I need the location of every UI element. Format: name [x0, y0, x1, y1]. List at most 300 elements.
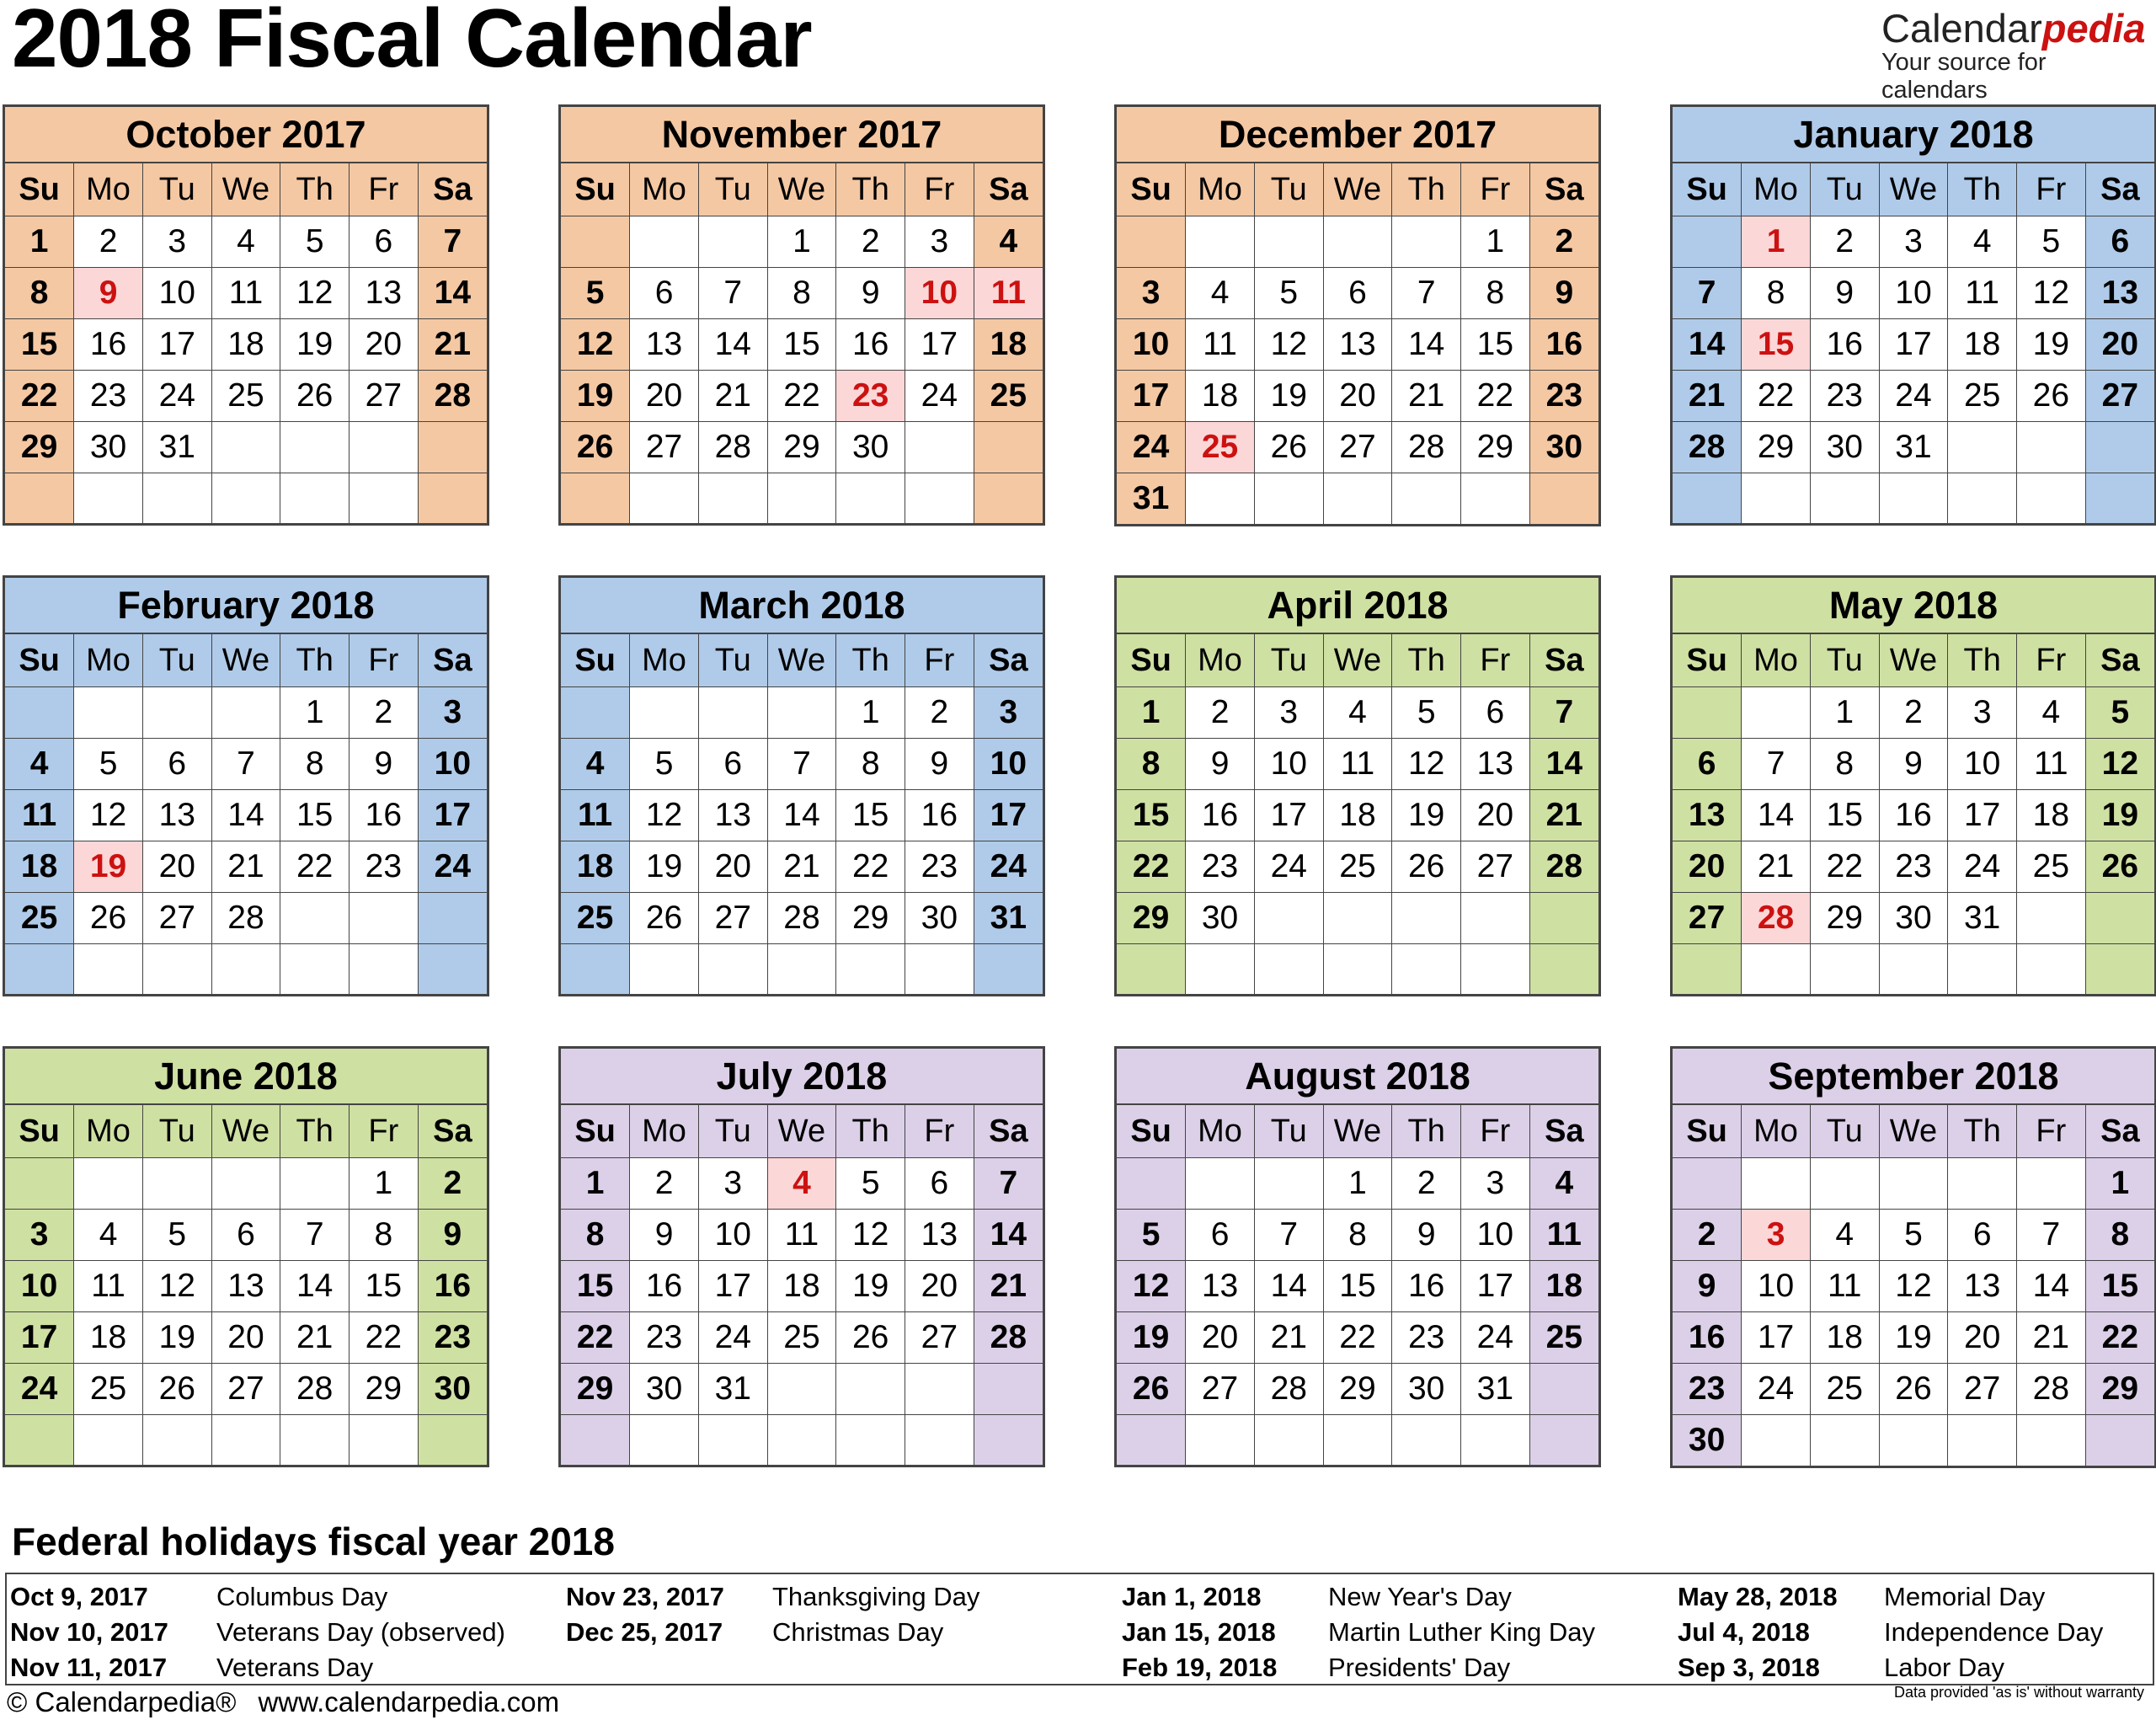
day-cell[interactable]: 8 — [280, 738, 350, 789]
day-cell[interactable]: 12 — [1392, 738, 1461, 789]
day-cell[interactable]: 8 — [561, 1209, 630, 1260]
day-cell[interactable]: 5 — [630, 738, 699, 789]
day-cell[interactable]: 10 — [905, 267, 974, 318]
day-cell[interactable]: 6 — [630, 267, 699, 318]
day-cell[interactable]: 13 — [1948, 1260, 2017, 1311]
day-cell[interactable]: 5 — [74, 738, 143, 789]
day-cell[interactable]: 16 — [1810, 318, 1879, 370]
day-cell[interactable]: 19 — [2085, 789, 2154, 841]
day-cell[interactable]: 20 — [905, 1260, 974, 1311]
day-cell[interactable]: 25 — [974, 370, 1043, 421]
day-cell[interactable]: 31 — [1461, 1363, 1530, 1414]
day-cell[interactable]: 3 — [905, 216, 974, 267]
day-cell[interactable]: 7 — [280, 1209, 350, 1260]
day-cell[interactable]: 5 — [280, 216, 350, 267]
day-cell[interactable]: 27 — [211, 1363, 280, 1414]
day-cell[interactable]: 7 — [1392, 267, 1461, 318]
day-cell[interactable]: 8 — [5, 267, 74, 318]
day-cell[interactable]: 6 — [1461, 686, 1530, 738]
day-cell[interactable]: 5 — [1117, 1209, 1186, 1260]
day-cell[interactable]: 2 — [1879, 686, 1948, 738]
day-cell[interactable]: 28 — [1529, 841, 1598, 892]
day-cell[interactable]: 10 — [142, 267, 211, 318]
day-cell[interactable]: 2 — [1810, 216, 1879, 267]
day-cell[interactable]: 9 — [630, 1209, 699, 1260]
day-cell[interactable]: 26 — [74, 892, 143, 943]
day-cell[interactable]: 24 — [142, 370, 211, 421]
day-cell[interactable]: 11 — [211, 267, 280, 318]
day-cell[interactable]: 17 — [1461, 1260, 1530, 1311]
day-cell[interactable]: 9 — [74, 267, 143, 318]
day-cell[interactable]: 27 — [1461, 841, 1530, 892]
day-cell[interactable]: 20 — [211, 1311, 280, 1363]
day-cell[interactable]: 21 — [211, 841, 280, 892]
day-cell[interactable]: 18 — [561, 841, 630, 892]
brand-logo[interactable] — [1881, 7, 2151, 104]
day-cell[interactable]: 7 — [1254, 1209, 1323, 1260]
website-link[interactable]: www.calendarpedia.com — [258, 1686, 560, 1717]
day-cell[interactable]: 12 — [74, 789, 143, 841]
day-cell[interactable]: 26 — [1254, 421, 1323, 473]
day-cell[interactable]: 9 — [1392, 1209, 1461, 1260]
day-cell[interactable]: 3 — [418, 686, 487, 738]
day-cell[interactable]: 9 — [1879, 738, 1948, 789]
day-cell[interactable]: 28 — [280, 1363, 350, 1414]
day-cell[interactable]: 10 — [974, 738, 1043, 789]
day-cell[interactable]: 20 — [2085, 318, 2154, 370]
day-cell[interactable]: 10 — [5, 1260, 74, 1311]
day-cell[interactable]: 14 — [1254, 1260, 1323, 1311]
day-cell[interactable]: 31 — [974, 892, 1043, 943]
day-cell[interactable]: 10 — [1742, 1260, 1811, 1311]
day-cell[interactable]: 10 — [1879, 267, 1948, 318]
day-cell[interactable]: 21 — [1392, 370, 1461, 421]
day-cell[interactable]: 13 — [2085, 267, 2154, 318]
day-cell[interactable]: 30 — [905, 892, 974, 943]
day-cell[interactable]: 28 — [1254, 1363, 1323, 1414]
day-cell[interactable]: 25 — [1186, 421, 1255, 473]
day-cell[interactable]: 31 — [1117, 473, 1186, 524]
day-cell[interactable]: 18 — [1948, 318, 2017, 370]
day-cell[interactable]: 30 — [418, 1363, 487, 1414]
day-cell[interactable]: 12 — [630, 789, 699, 841]
day-cell[interactable]: 18 — [767, 1260, 836, 1311]
day-cell[interactable]: 14 — [1673, 318, 1742, 370]
day-cell[interactable]: 30 — [1529, 421, 1598, 473]
day-cell[interactable]: 13 — [1673, 789, 1742, 841]
day-cell[interactable]: 8 — [1810, 738, 1879, 789]
day-cell[interactable]: 28 — [1742, 892, 1811, 943]
day-cell[interactable]: 4 — [974, 216, 1043, 267]
day-cell[interactable]: 12 — [561, 318, 630, 370]
day-cell[interactable]: 1 — [2085, 1157, 2154, 1209]
day-cell[interactable]: 11 — [2017, 738, 2086, 789]
day-cell[interactable]: 17 — [1117, 370, 1186, 421]
day-cell[interactable]: 13 — [350, 267, 419, 318]
day-cell[interactable]: 7 — [698, 267, 767, 318]
day-cell[interactable]: 3 — [1117, 267, 1186, 318]
day-cell[interactable]: 2 — [905, 686, 974, 738]
day-cell[interactable]: 13 — [1461, 738, 1530, 789]
day-cell[interactable]: 14 — [974, 1209, 1043, 1260]
day-cell[interactable]: 16 — [1392, 1260, 1461, 1311]
day-cell[interactable]: 24 — [698, 1311, 767, 1363]
day-cell[interactable]: 27 — [1948, 1363, 2017, 1414]
day-cell[interactable]: 17 — [5, 1311, 74, 1363]
day-cell[interactable]: 6 — [1673, 738, 1742, 789]
day-cell[interactable]: 1 — [836, 686, 905, 738]
day-cell[interactable]: 26 — [2085, 841, 2154, 892]
day-cell[interactable]: 25 — [561, 892, 630, 943]
day-cell[interactable]: 28 — [767, 892, 836, 943]
day-cell[interactable]: 30 — [74, 421, 143, 473]
day-cell[interactable]: 18 — [2017, 789, 2086, 841]
day-cell[interactable]: 8 — [1323, 1209, 1392, 1260]
day-cell[interactable]: 24 — [418, 841, 487, 892]
day-cell[interactable]: 8 — [767, 267, 836, 318]
day-cell[interactable]: 4 — [211, 216, 280, 267]
day-cell[interactable]: 16 — [1186, 789, 1255, 841]
day-cell[interactable]: 26 — [1117, 1363, 1186, 1414]
day-cell[interactable]: 1 — [350, 1157, 419, 1209]
day-cell[interactable]: 15 — [350, 1260, 419, 1311]
day-cell[interactable]: 19 — [1392, 789, 1461, 841]
day-cell[interactable]: 22 — [280, 841, 350, 892]
day-cell[interactable]: 9 — [1186, 738, 1255, 789]
day-cell[interactable]: 15 — [1323, 1260, 1392, 1311]
day-cell[interactable]: 5 — [142, 1209, 211, 1260]
day-cell[interactable]: 6 — [142, 738, 211, 789]
day-cell[interactable]: 20 — [1323, 370, 1392, 421]
day-cell[interactable]: 14 — [280, 1260, 350, 1311]
day-cell[interactable]: 19 — [1879, 1311, 1948, 1363]
day-cell[interactable]: 14 — [698, 318, 767, 370]
day-cell[interactable]: 26 — [836, 1311, 905, 1363]
day-cell[interactable]: 31 — [698, 1363, 767, 1414]
day-cell[interactable]: 2 — [1186, 686, 1255, 738]
day-cell[interactable]: 3 — [1742, 1209, 1811, 1260]
day-cell[interactable]: 11 — [1529, 1209, 1598, 1260]
day-cell[interactable]: 25 — [767, 1311, 836, 1363]
day-cell[interactable]: 21 — [767, 841, 836, 892]
day-cell[interactable]: 30 — [1810, 421, 1879, 473]
day-cell[interactable]: 1 — [1323, 1157, 1392, 1209]
day-cell[interactable]: 4 — [2017, 686, 2086, 738]
day-cell[interactable]: 15 — [767, 318, 836, 370]
day-cell[interactable]: 9 — [1529, 267, 1598, 318]
day-cell[interactable]: 16 — [1879, 789, 1948, 841]
day-cell[interactable]: 6 — [1323, 267, 1392, 318]
day-cell[interactable]: 21 — [2017, 1311, 2086, 1363]
day-cell[interactable]: 17 — [905, 318, 974, 370]
day-cell[interactable]: 7 — [1529, 686, 1598, 738]
day-cell[interactable]: 19 — [1117, 1311, 1186, 1363]
day-cell[interactable]: 12 — [280, 267, 350, 318]
day-cell[interactable]: 30 — [1673, 1414, 1742, 1466]
day-cell[interactable]: 1 — [1742, 216, 1811, 267]
day-cell[interactable]: 9 — [418, 1209, 487, 1260]
day-cell[interactable]: 15 — [280, 789, 350, 841]
day-cell[interactable]: 13 — [1323, 318, 1392, 370]
day-cell[interactable]: 27 — [1186, 1363, 1255, 1414]
day-cell[interactable]: 14 — [418, 267, 487, 318]
day-cell[interactable]: 5 — [2085, 686, 2154, 738]
day-cell[interactable]: 13 — [142, 789, 211, 841]
day-cell[interactable]: 29 — [5, 421, 74, 473]
day-cell[interactable]: 19 — [142, 1311, 211, 1363]
day-cell[interactable]: 30 — [630, 1363, 699, 1414]
day-cell[interactable]: 16 — [1673, 1311, 1742, 1363]
day-cell[interactable]: 23 — [1879, 841, 1948, 892]
day-cell[interactable]: 29 — [1461, 421, 1530, 473]
day-cell[interactable]: 22 — [350, 1311, 419, 1363]
day-cell[interactable]: 11 — [767, 1209, 836, 1260]
day-cell[interactable]: 11 — [1948, 267, 2017, 318]
day-cell[interactable]: 24 — [905, 370, 974, 421]
day-cell[interactable]: 27 — [2085, 370, 2154, 421]
day-cell[interactable]: 3 — [698, 1157, 767, 1209]
day-cell[interactable]: 29 — [2085, 1363, 2154, 1414]
day-cell[interactable]: 24 — [1461, 1311, 1530, 1363]
day-cell[interactable]: 23 — [1392, 1311, 1461, 1363]
day-cell[interactable]: 18 — [974, 318, 1043, 370]
day-cell[interactable]: 4 — [1529, 1157, 1598, 1209]
day-cell[interactable]: 25 — [211, 370, 280, 421]
day-cell[interactable]: 1 — [561, 1157, 630, 1209]
day-cell[interactable]: 14 — [1529, 738, 1598, 789]
day-cell[interactable]: 5 — [561, 267, 630, 318]
day-cell[interactable]: 16 — [905, 789, 974, 841]
day-cell[interactable]: 11 — [1323, 738, 1392, 789]
day-cell[interactable]: 25 — [1323, 841, 1392, 892]
day-cell[interactable]: 26 — [630, 892, 699, 943]
day-cell[interactable]: 15 — [1117, 789, 1186, 841]
day-cell[interactable]: 28 — [2017, 1363, 2086, 1414]
day-cell[interactable]: 7 — [2017, 1209, 2086, 1260]
day-cell[interactable]: 31 — [1879, 421, 1948, 473]
day-cell[interactable]: 19 — [74, 841, 143, 892]
day-cell[interactable]: 22 — [1810, 841, 1879, 892]
day-cell[interactable]: 19 — [2017, 318, 2086, 370]
day-cell[interactable]: 7 — [1742, 738, 1811, 789]
day-cell[interactable]: 6 — [698, 738, 767, 789]
day-cell[interactable]: 18 — [74, 1311, 143, 1363]
day-cell[interactable]: 23 — [630, 1311, 699, 1363]
day-cell[interactable]: 3 — [1461, 1157, 1530, 1209]
day-cell[interactable]: 2 — [1392, 1157, 1461, 1209]
day-cell[interactable]: 10 — [1948, 738, 2017, 789]
day-cell[interactable]: 30 — [836, 421, 905, 473]
day-cell[interactable]: 25 — [2017, 841, 2086, 892]
day-cell[interactable]: 20 — [698, 841, 767, 892]
day-cell[interactable]: 28 — [418, 370, 487, 421]
day-cell[interactable]: 6 — [1186, 1209, 1255, 1260]
day-cell[interactable]: 29 — [1742, 421, 1811, 473]
day-cell[interactable]: 19 — [561, 370, 630, 421]
day-cell[interactable]: 4 — [1948, 216, 2017, 267]
day-cell[interactable]: 16 — [836, 318, 905, 370]
day-cell[interactable]: 17 — [418, 789, 487, 841]
day-cell[interactable]: 11 — [561, 789, 630, 841]
day-cell[interactable]: 23 — [74, 370, 143, 421]
day-cell[interactable]: 15 — [836, 789, 905, 841]
day-cell[interactable]: 15 — [1461, 318, 1530, 370]
day-cell[interactable]: 25 — [1948, 370, 2017, 421]
day-cell[interactable]: 25 — [1810, 1363, 1879, 1414]
day-cell[interactable]: 13 — [698, 789, 767, 841]
day-cell[interactable]: 18 — [1323, 789, 1392, 841]
day-cell[interactable]: 27 — [698, 892, 767, 943]
day-cell[interactable]: 23 — [350, 841, 419, 892]
day-cell[interactable]: 26 — [280, 370, 350, 421]
day-cell[interactable]: 30 — [1392, 1363, 1461, 1414]
day-cell[interactable]: 1 — [767, 216, 836, 267]
day-cell[interactable]: 1 — [1810, 686, 1879, 738]
day-cell[interactable]: 2 — [74, 216, 143, 267]
day-cell[interactable]: 2 — [350, 686, 419, 738]
day-cell[interactable]: 4 — [1323, 686, 1392, 738]
day-cell[interactable]: 14 — [1742, 789, 1811, 841]
day-cell[interactable]: 4 — [5, 738, 74, 789]
day-cell[interactable]: 24 — [1254, 841, 1323, 892]
day-cell[interactable]: 30 — [1879, 892, 1948, 943]
day-cell[interactable]: 22 — [1323, 1311, 1392, 1363]
day-cell[interactable]: 21 — [974, 1260, 1043, 1311]
day-cell[interactable]: 13 — [1186, 1260, 1255, 1311]
day-cell[interactable]: 17 — [142, 318, 211, 370]
day-cell[interactable]: 12 — [836, 1209, 905, 1260]
day-cell[interactable]: 1 — [280, 686, 350, 738]
day-cell[interactable]: 8 — [1742, 267, 1811, 318]
day-cell[interactable]: 7 — [211, 738, 280, 789]
day-cell[interactable]: 11 — [974, 267, 1043, 318]
day-cell[interactable]: 9 — [836, 267, 905, 318]
day-cell[interactable]: 8 — [350, 1209, 419, 1260]
day-cell[interactable]: 12 — [2017, 267, 2086, 318]
day-cell[interactable]: 6 — [1948, 1209, 2017, 1260]
day-cell[interactable]: 11 — [1186, 318, 1255, 370]
day-cell[interactable]: 22 — [1742, 370, 1811, 421]
day-cell[interactable]: 24 — [1879, 370, 1948, 421]
day-cell[interactable]: 1 — [1461, 216, 1530, 267]
day-cell[interactable]: 12 — [142, 1260, 211, 1311]
day-cell[interactable]: 4 — [1810, 1209, 1879, 1260]
day-cell[interactable]: 15 — [5, 318, 74, 370]
day-cell[interactable]: 5 — [1392, 686, 1461, 738]
day-cell[interactable]: 2 — [836, 216, 905, 267]
day-cell[interactable]: 7 — [767, 738, 836, 789]
day-cell[interactable]: 7 — [974, 1157, 1043, 1209]
day-cell[interactable]: 18 — [1810, 1311, 1879, 1363]
day-cell[interactable]: 10 — [1254, 738, 1323, 789]
day-cell[interactable]: 28 — [974, 1311, 1043, 1363]
day-cell[interactable]: 20 — [1186, 1311, 1255, 1363]
day-cell[interactable]: 18 — [5, 841, 74, 892]
day-cell[interactable]: 20 — [1461, 789, 1530, 841]
day-cell[interactable]: 29 — [1810, 892, 1879, 943]
day-cell[interactable]: 28 — [1673, 421, 1742, 473]
day-cell[interactable]: 2 — [418, 1157, 487, 1209]
day-cell[interactable]: 4 — [74, 1209, 143, 1260]
day-cell[interactable]: 14 — [2017, 1260, 2086, 1311]
day-cell[interactable]: 5 — [1254, 267, 1323, 318]
day-cell[interactable]: 23 — [836, 370, 905, 421]
day-cell[interactable]: 27 — [1673, 892, 1742, 943]
day-cell[interactable]: 24 — [1948, 841, 2017, 892]
day-cell[interactable]: 2 — [1529, 216, 1598, 267]
day-cell[interactable]: 31 — [1948, 892, 2017, 943]
day-cell[interactable]: 27 — [630, 421, 699, 473]
day-cell[interactable]: 6 — [211, 1209, 280, 1260]
day-cell[interactable]: 26 — [1392, 841, 1461, 892]
day-cell[interactable]: 10 — [1461, 1209, 1530, 1260]
day-cell[interactable]: 30 — [1186, 892, 1255, 943]
day-cell[interactable]: 20 — [1948, 1311, 2017, 1363]
day-cell[interactable]: 1 — [1117, 686, 1186, 738]
day-cell[interactable]: 25 — [74, 1363, 143, 1414]
day-cell[interactable]: 15 — [2085, 1260, 2154, 1311]
day-cell[interactable]: 22 — [1461, 370, 1530, 421]
day-cell[interactable]: 8 — [1117, 738, 1186, 789]
day-cell[interactable]: 14 — [1392, 318, 1461, 370]
day-cell[interactable]: 29 — [1117, 892, 1186, 943]
day-cell[interactable]: 17 — [1742, 1311, 1811, 1363]
day-cell[interactable]: 20 — [142, 841, 211, 892]
day-cell[interactable]: 27 — [350, 370, 419, 421]
day-cell[interactable]: 12 — [1254, 318, 1323, 370]
day-cell[interactable]: 25 — [5, 892, 74, 943]
day-cell[interactable]: 12 — [1117, 1260, 1186, 1311]
day-cell[interactable]: 23 — [1186, 841, 1255, 892]
day-cell[interactable]: 22 — [836, 841, 905, 892]
day-cell[interactable]: 12 — [2085, 738, 2154, 789]
day-cell[interactable]: 17 — [974, 789, 1043, 841]
day-cell[interactable]: 14 — [211, 789, 280, 841]
day-cell[interactable]: 9 — [1673, 1260, 1742, 1311]
day-cell[interactable]: 23 — [418, 1311, 487, 1363]
day-cell[interactable]: 29 — [836, 892, 905, 943]
day-cell[interactable]: 13 — [630, 318, 699, 370]
day-cell[interactable]: 29 — [767, 421, 836, 473]
day-cell[interactable]: 21 — [1529, 789, 1598, 841]
day-cell[interactable]: 15 — [1810, 789, 1879, 841]
day-cell[interactable]: 20 — [1673, 841, 1742, 892]
day-cell[interactable]: 3 — [1254, 686, 1323, 738]
day-cell[interactable]: 22 — [561, 1311, 630, 1363]
day-cell[interactable]: 4 — [1186, 267, 1255, 318]
day-cell[interactable]: 27 — [1323, 421, 1392, 473]
day-cell[interactable]: 17 — [1254, 789, 1323, 841]
day-cell[interactable]: 29 — [561, 1363, 630, 1414]
day-cell[interactable]: 22 — [5, 370, 74, 421]
day-cell[interactable]: 27 — [905, 1311, 974, 1363]
day-cell[interactable]: 13 — [211, 1260, 280, 1311]
day-cell[interactable]: 21 — [418, 318, 487, 370]
day-cell[interactable]: 20 — [350, 318, 419, 370]
day-cell[interactable]: 10 — [418, 738, 487, 789]
day-cell[interactable]: 18 — [211, 318, 280, 370]
day-cell[interactable]: 5 — [836, 1157, 905, 1209]
day-cell[interactable]: 17 — [1879, 318, 1948, 370]
day-cell[interactable]: 13 — [905, 1209, 974, 1260]
day-cell[interactable]: 31 — [142, 421, 211, 473]
day-cell[interactable]: 15 — [1742, 318, 1811, 370]
day-cell[interactable]: 6 — [905, 1157, 974, 1209]
day-cell[interactable]: 3 — [1879, 216, 1948, 267]
day-cell[interactable]: 2 — [1673, 1209, 1742, 1260]
day-cell[interactable]: 18 — [1529, 1260, 1598, 1311]
day-cell[interactable]: 6 — [350, 216, 419, 267]
